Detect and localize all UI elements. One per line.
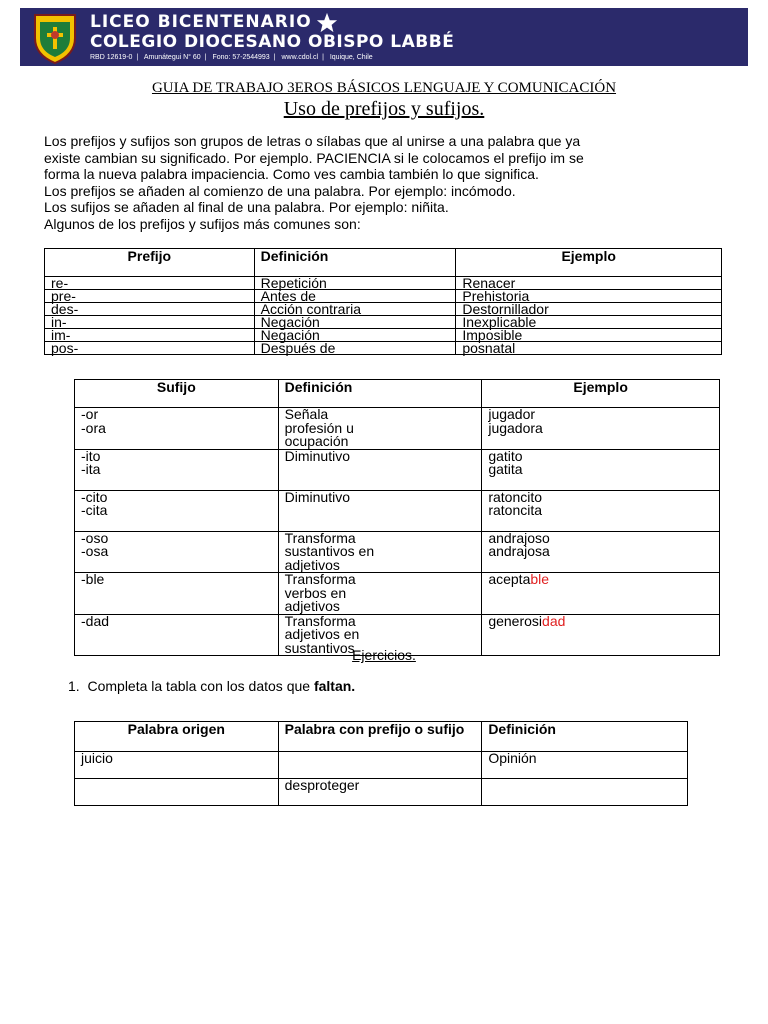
suffix-cell: -ble	[75, 573, 279, 615]
exercise-table-header	[75, 722, 688, 752]
example-cell: Inexplicable	[456, 316, 722, 329]
header-palabra-origen: Palabra origen	[75, 722, 279, 752]
example-cell	[482, 573, 720, 615]
prefix-cell: re-	[45, 277, 255, 290]
header-definicion: Definición	[482, 722, 688, 752]
definition-cell: Transforma adjetivos en sustantivos	[278, 614, 482, 656]
prefix-cell: pre-	[45, 290, 255, 303]
prefix-row	[45, 342, 722, 355]
suffix-row	[75, 408, 720, 450]
star-icon	[316, 12, 338, 34]
definition-cell: Transforma sustantivos en adjetivos	[278, 531, 482, 573]
header-palabra-con-prefijo: Palabra con prefijo o sufijo	[278, 722, 482, 752]
example-cell: jugador jugadora	[482, 408, 720, 450]
suffix-row	[75, 449, 720, 490]
example-suffix-highlight: ble	[530, 571, 550, 587]
definition-cell: Opinión	[482, 752, 688, 779]
example-cell: andrajoso andrajosa	[482, 531, 720, 573]
origin-word-cell[interactable]	[75, 779, 279, 806]
exercise-row	[75, 752, 688, 779]
prefix-cell: des-	[45, 303, 255, 316]
prefix-row	[45, 316, 722, 329]
suffix-table	[74, 379, 720, 656]
exercises-title: Ejercicios.	[352, 647, 416, 663]
suffix-table-header	[75, 380, 720, 408]
example-cell: Imposible	[456, 329, 722, 342]
exercise-row	[75, 779, 688, 806]
origin-word-cell: juicio	[75, 752, 279, 779]
suffix-row	[75, 531, 720, 573]
suffix-cell: -dad	[75, 614, 279, 656]
suffix-cell: -oso -osa	[75, 531, 279, 573]
exercise-1-instruction: 1. Completa la tabla con los datos que faltan.	[68, 678, 356, 694]
definition-cell: Antes de	[254, 290, 456, 303]
example-cell: Destornillador	[456, 303, 722, 316]
suffix-cell: -ito -ita	[75, 449, 279, 490]
definition-cell: Acción contraria	[254, 303, 456, 316]
definition-cell: Diminutivo	[278, 449, 482, 490]
example-cell: posnatal	[456, 342, 722, 355]
guide-title: GUIA DE TRABAJO 3EROS BÁSICOS LENGUAJE Y COMUNICACIÓN	[151, 80, 617, 96]
derived-word-cell: desproteger	[278, 779, 482, 806]
prefix-cell: im-	[45, 329, 255, 342]
header-sufijo: Sufijo	[75, 380, 279, 408]
exercise-table	[74, 721, 688, 806]
definition-cell: Negación	[254, 316, 456, 329]
header-prefijo: Prefijo	[45, 249, 255, 277]
prefix-cell: pos-	[45, 342, 255, 355]
header-definicion: Definición	[254, 249, 456, 277]
definition-cell: Negación	[254, 329, 456, 342]
prefix-row	[45, 290, 722, 303]
example-cell: Prehistoria	[456, 290, 722, 303]
prefix-row	[45, 303, 722, 316]
example-base: acepta	[488, 571, 531, 587]
example-cell: gatito gatita	[482, 449, 720, 490]
school-contact-info: RBD 12619-0 | Amunátegui N° 60 | Fono: 57-2544993 | www.cdol.cl | Iquique, Chile	[90, 54, 373, 61]
definition-cell: Transforma verbos en adjetivos	[278, 573, 482, 615]
suffix-cell: -cito -cita	[75, 490, 279, 531]
prefix-table	[44, 248, 722, 355]
header-ejemplo: Ejemplo	[482, 380, 720, 408]
prefix-row	[45, 329, 722, 342]
prefix-table-header	[45, 249, 722, 277]
example-cell: ratoncito ratoncita	[482, 490, 720, 531]
school-name-line2: COLEGIO DIOCESANO OBISPO LABBÉ	[90, 32, 455, 52]
definition-cell: Diminutivo	[278, 490, 482, 531]
definition-cell[interactable]	[482, 779, 688, 806]
suffix-cell: -or -ora	[75, 408, 279, 450]
definition-cell: Señala profesión u ocupación	[278, 408, 482, 450]
suffix-row	[75, 490, 720, 531]
header-ejemplo: Ejemplo	[456, 249, 722, 277]
school-crest-icon	[32, 12, 78, 64]
example-base: generosi	[488, 612, 543, 629]
school-name-line1: LICEO BICENTENARIO	[90, 12, 312, 32]
derived-word-cell[interactable]	[278, 752, 482, 779]
prefix-row	[45, 277, 722, 290]
example-cell: Renacer	[456, 277, 722, 290]
intro-paragraph: Los prefijos y sufijos son grupos de letras o sílabas que al unirse a una palabra que ya existe cambian su significado. Por ejemplo. PACIENCIA si le colocamos el prefijo im se forma la nueva palabra impaciencia. Como ves cambia también lo que significa. Los prefijos se añaden al comienzo de una palabra. Por ejemplo: incómodo. Los sufijos se añaden al final de una palabra. Por ejemplo: niñita. Algunos de los prefijos y sufijos más comunes son:	[44, 133, 584, 232]
example-suffix-highlight: dad	[542, 612, 566, 629]
definition-cell: Después de	[254, 342, 456, 355]
school-header-banner	[20, 8, 748, 66]
definition-cell: Repetición	[254, 277, 456, 290]
suffix-row	[75, 573, 720, 615]
prefix-cell: in-	[45, 316, 255, 329]
header-definicion: Definición	[278, 380, 482, 408]
topic-title: Uso de prefijos y sufijos.	[283, 98, 485, 120]
